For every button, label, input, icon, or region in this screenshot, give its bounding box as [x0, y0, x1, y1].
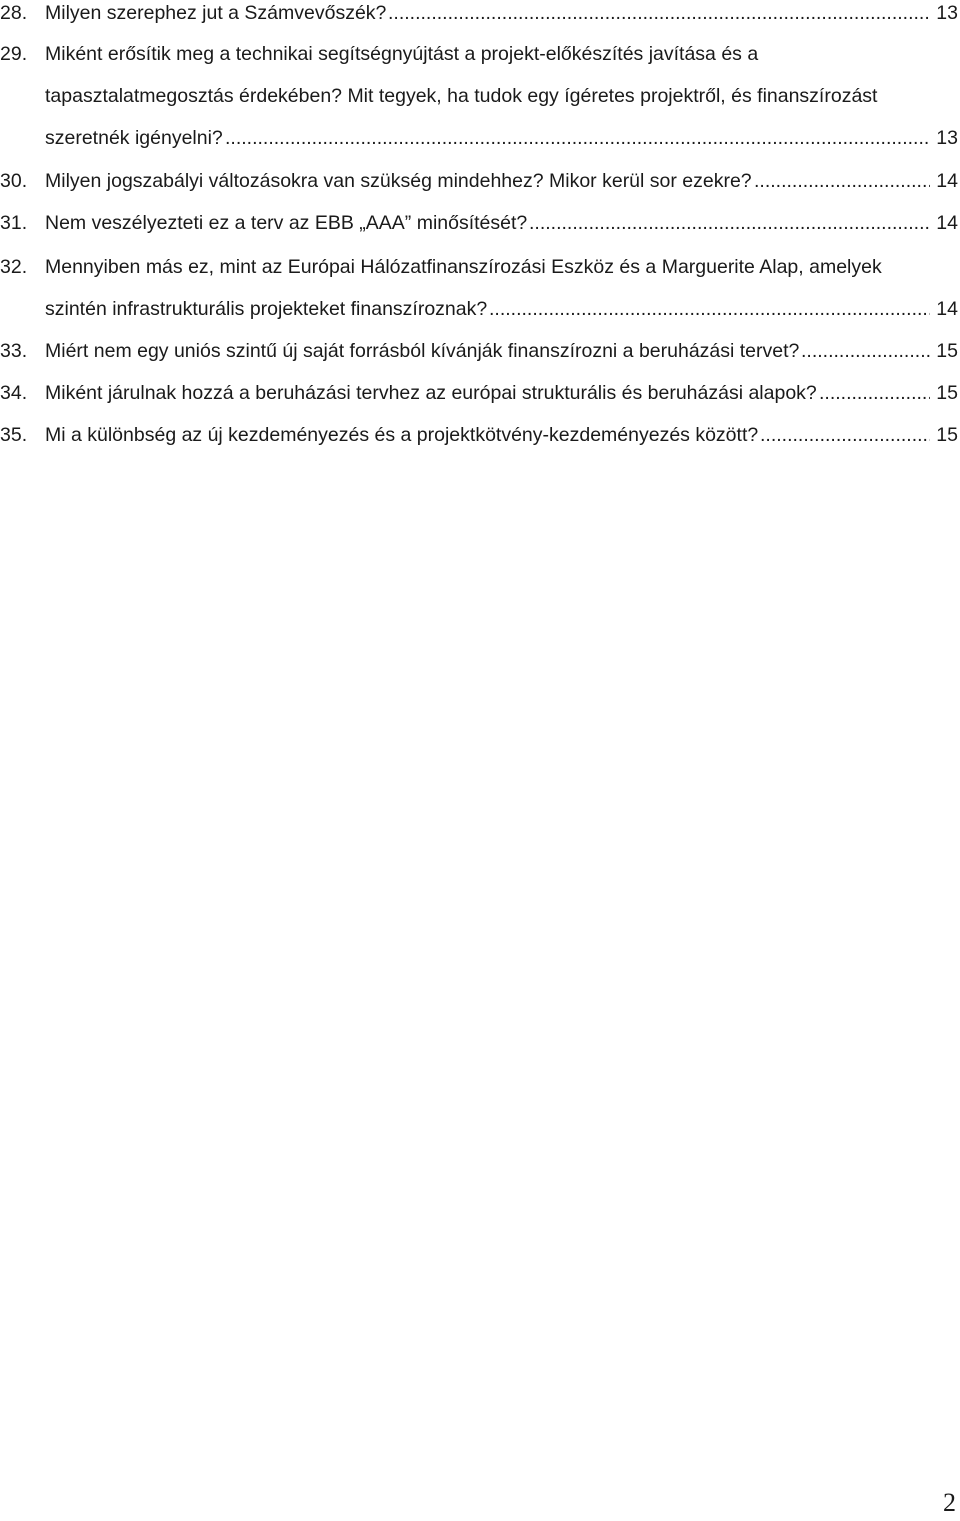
toc-page-number: 14: [936, 288, 958, 330]
toc-dot-leader: [225, 117, 930, 159]
toc-entry[interactable]: [0, 414, 960, 456]
toc-entry[interactable]: [0, 202, 960, 244]
toc-entry-title: Mi a különbség az új kezdeményezés és a projektkötvény-kezdeményezés között?: [45, 414, 760, 456]
toc-entry-number: 30.: [0, 170, 28, 192]
toc-dot-leader: [754, 160, 930, 202]
toc-entry-title-line: Mennyiben más ez, mint az Európai Hálózatfinanszírozási Eszköz és a Marguerite Alap, amelyek: [45, 256, 882, 278]
toc-entry[interactable]: [0, 33, 960, 159]
toc-entry-number: 28.: [0, 2, 28, 24]
toc-dot-leader: [801, 330, 930, 372]
toc-entry[interactable]: [0, 160, 960, 202]
toc-entry-title: Miként járulnak hozzá a beruházási tervhez az európai strukturális és beruházási alapok?: [45, 372, 819, 414]
toc-page-number: 15: [936, 330, 958, 372]
toc-entry-number: 32.: [0, 256, 28, 278]
toc-page-number: 13: [936, 0, 958, 34]
toc-entry[interactable]: [0, 246, 960, 330]
toc-dot-leader: [489, 288, 930, 330]
toc-entry-title: Milyen jogszabályi változásokra van szükség mindehhez? Mikor kerül sor ezekre?: [45, 160, 754, 202]
toc-dot-leader: [388, 0, 930, 34]
toc-entry-title-line: szintén infrastrukturális projekteket finanszíroznak?: [45, 288, 489, 330]
toc-entry[interactable]: [0, 0, 960, 34]
toc-entry-title-line: Miként erősítik meg a technikai segítségnyújtást a projekt-előkészítés javítása és a: [45, 43, 759, 65]
toc-entry-number: 33.: [0, 340, 28, 362]
toc-entry[interactable]: [0, 372, 960, 414]
toc-entry-title-line: szeretnék igényelni?: [45, 117, 225, 159]
toc-page-number: 15: [936, 414, 958, 456]
toc-dot-leader: [760, 414, 930, 456]
page-number: 2: [943, 1488, 956, 1517]
toc-page-number: 15: [936, 372, 958, 414]
toc-entry-number: 29.: [0, 43, 28, 65]
toc-page-number: 14: [936, 160, 958, 202]
toc-entry-title: Miért nem egy uniós szintű új saját forrásból kívánják finanszírozni a beruházási tervet?: [45, 330, 801, 372]
toc-entry-title-line: tapasztalatmegosztás érdekében? Mit tegyek, ha tudok egy ígéretes projektről, és finanszírozást: [45, 85, 878, 107]
toc-entry[interactable]: [0, 330, 960, 372]
toc-dot-leader: [819, 372, 930, 414]
toc-page-number: 14: [936, 202, 958, 244]
toc-entry-number: 35.: [0, 424, 28, 446]
toc-entry-number: 34.: [0, 382, 28, 404]
toc-entry-number: 31.: [0, 212, 28, 234]
toc-entry-title: Nem veszélyezteti ez a terv az EBB „AAA” minősítését?: [45, 202, 529, 244]
toc-page-number: 13: [936, 117, 958, 159]
toc-dot-leader: [529, 202, 930, 244]
toc-entry-title: Milyen szerephez jut a Számvevőszék?: [45, 0, 388, 34]
